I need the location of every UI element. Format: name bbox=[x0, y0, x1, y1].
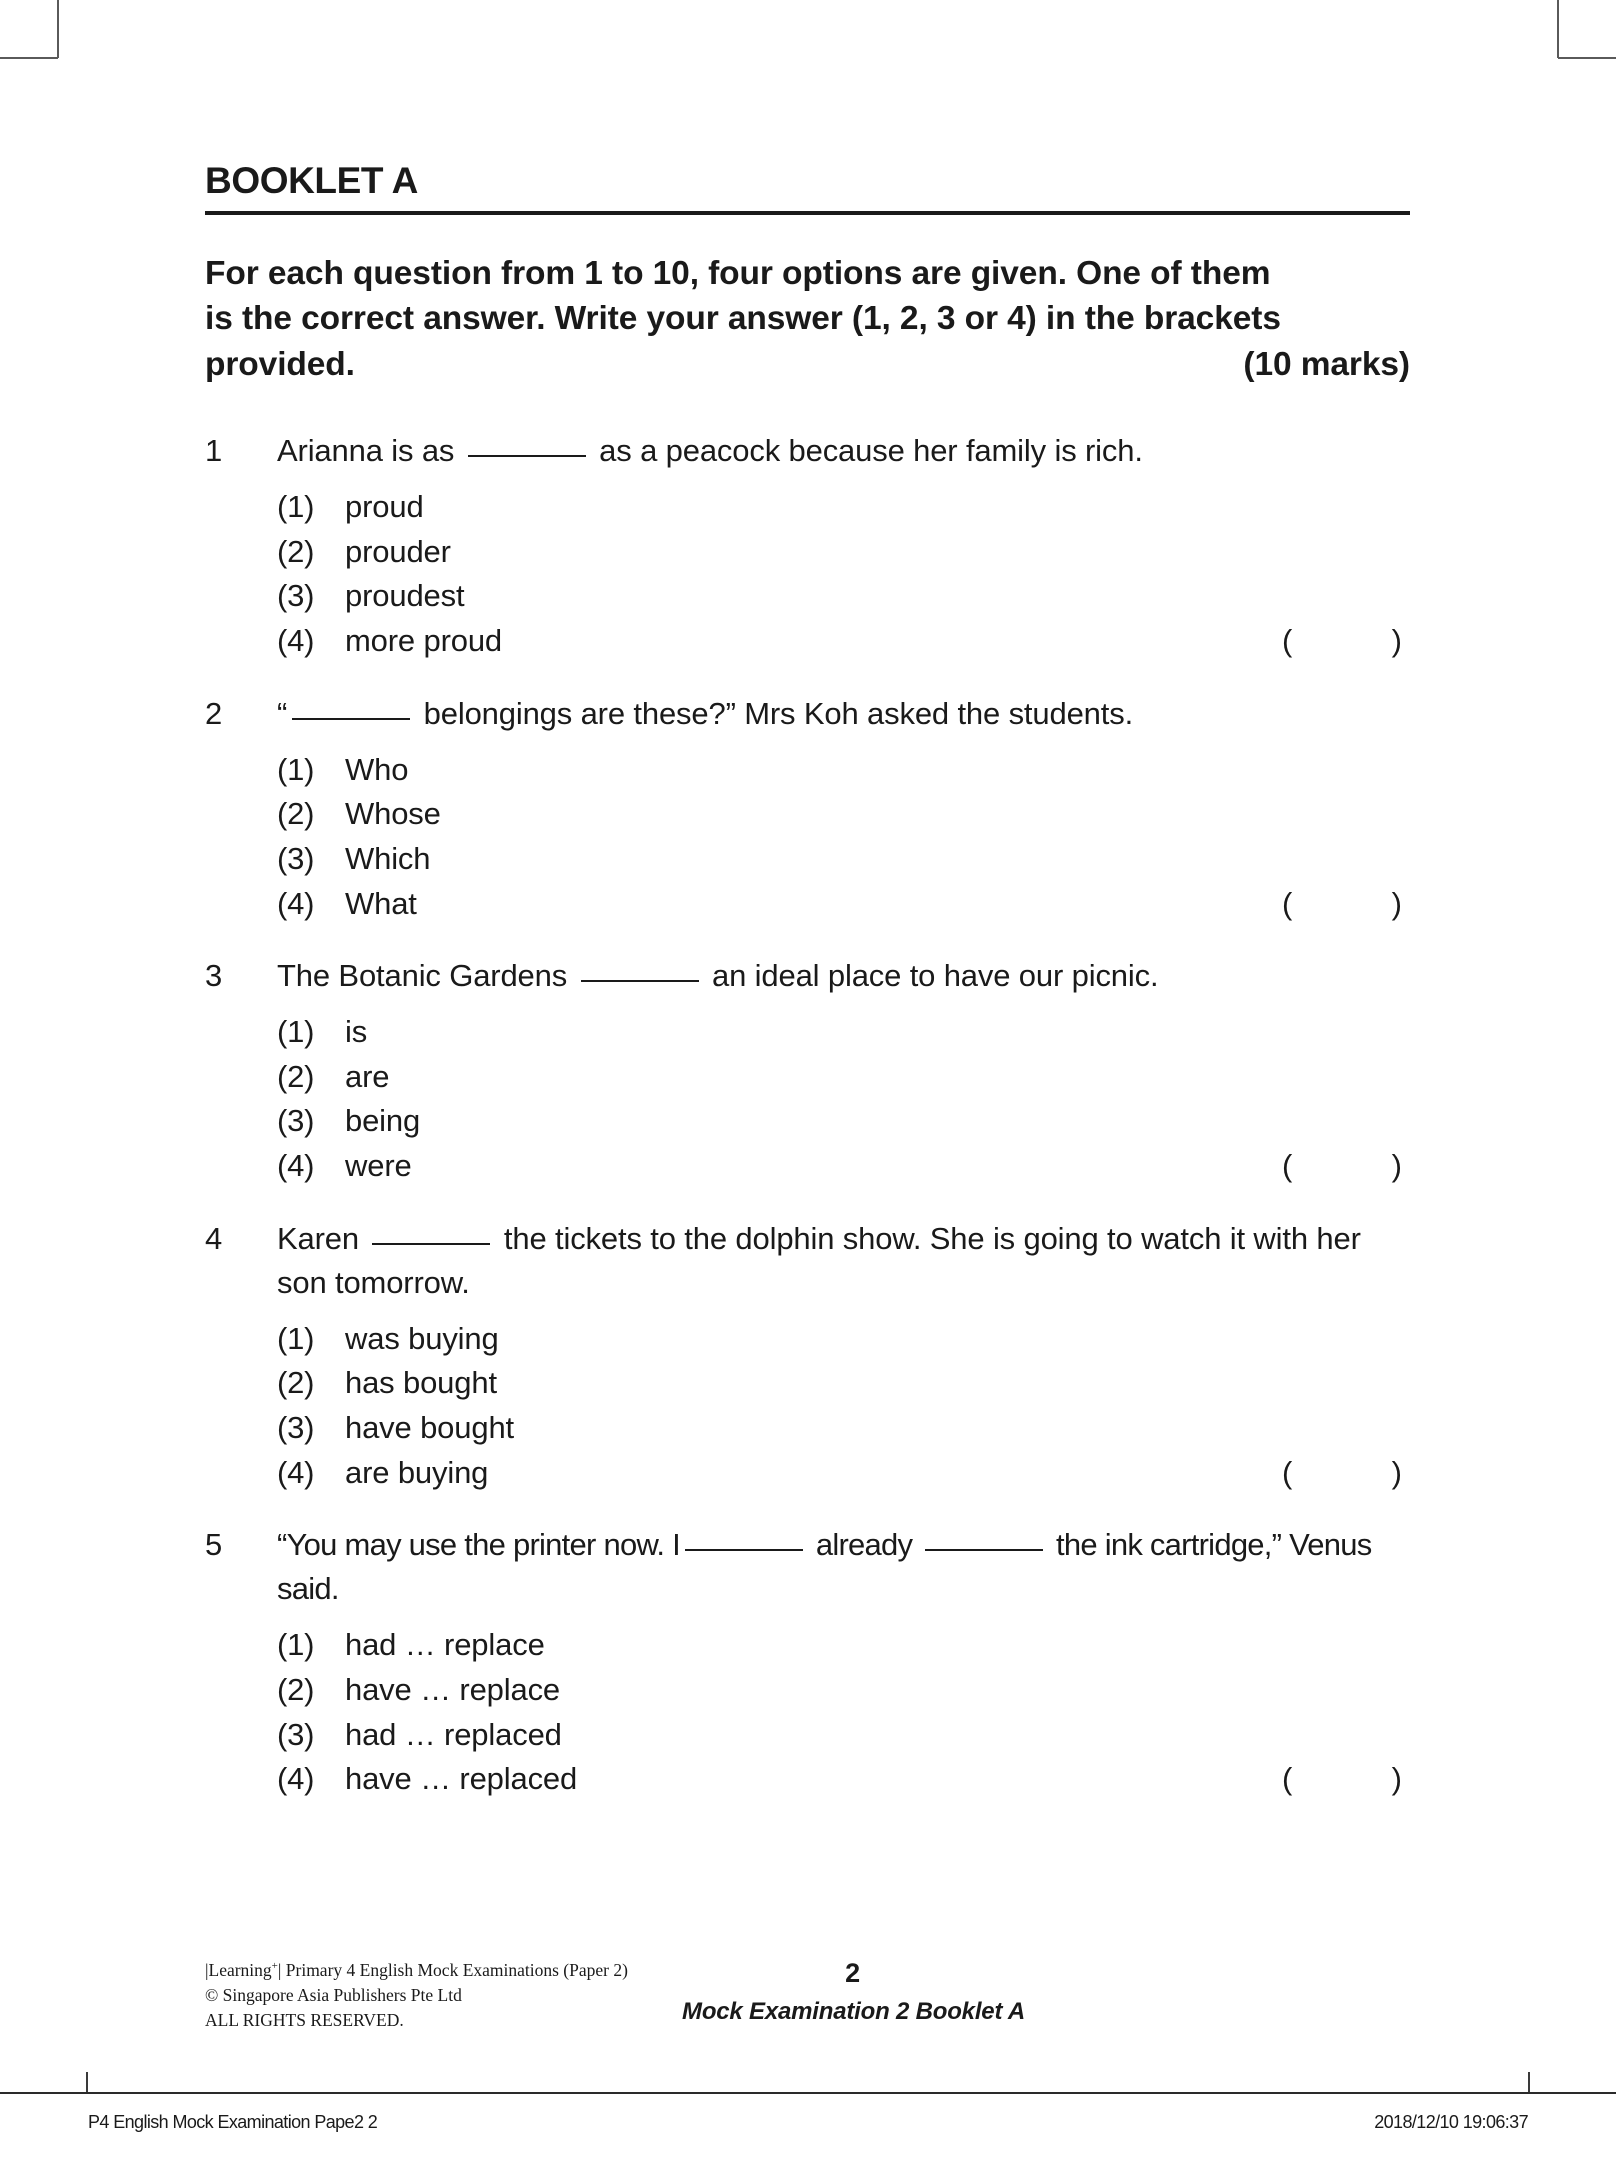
option-key: (2) bbox=[277, 533, 315, 569]
title-divider bbox=[205, 211, 1410, 215]
question-text bbox=[277, 1523, 1410, 1611]
page-number: 2 bbox=[845, 1958, 860, 1988]
question-text bbox=[277, 692, 1410, 736]
print-timestamp: 2018/12/10 19:06:37 bbox=[1374, 2112, 1528, 2132]
option-key: (3) bbox=[277, 578, 315, 614]
instructions-block bbox=[205, 251, 1410, 388]
option-key: (4) bbox=[277, 1761, 315, 1797]
option-row[interactable] bbox=[205, 792, 1410, 837]
bracket-close: ) bbox=[1391, 1148, 1402, 1184]
bracket-open: ( bbox=[1282, 623, 1293, 659]
question-stem bbox=[205, 429, 1410, 473]
option-label: prouder bbox=[345, 533, 451, 569]
option-label: have … replace bbox=[345, 1671, 561, 1707]
options-list bbox=[205, 1010, 1410, 1189]
instructions-line-1: For each question from 1 to 10, four options are given. One of them bbox=[205, 254, 1271, 292]
option-row[interactable] bbox=[205, 619, 1410, 664]
question-item bbox=[205, 429, 1410, 664]
option-label: proudest bbox=[345, 578, 465, 614]
option-key: (3) bbox=[277, 1716, 315, 1752]
option-label: proud bbox=[345, 489, 424, 525]
option-row[interactable] bbox=[205, 1010, 1410, 1055]
option-label: is bbox=[345, 1014, 368, 1050]
option-row[interactable] bbox=[205, 1361, 1410, 1406]
option-label: Who bbox=[345, 751, 409, 787]
question-number: 2 bbox=[205, 695, 223, 731]
option-key: (2) bbox=[277, 1671, 315, 1707]
option-label: was buying bbox=[345, 1320, 499, 1356]
bracket-close: ) bbox=[1391, 1454, 1402, 1490]
page-title: BOOKLET A bbox=[205, 160, 418, 201]
answer-blank[interactable] bbox=[581, 980, 699, 982]
option-row[interactable] bbox=[205, 882, 1410, 927]
option-key: (3) bbox=[277, 1103, 315, 1139]
question-text bbox=[277, 1217, 1410, 1305]
option-row[interactable] bbox=[205, 1099, 1410, 1144]
question-item bbox=[205, 692, 1410, 927]
question-text-part: The Botanic Gardens bbox=[277, 958, 576, 994]
option-row[interactable] bbox=[205, 1757, 1410, 1802]
question-text-part: belongings are these?” Mrs Koh asked the students. bbox=[415, 695, 1134, 731]
option-key: (1) bbox=[277, 1320, 315, 1356]
option-label: have bought bbox=[345, 1410, 515, 1446]
option-key: (2) bbox=[277, 1058, 315, 1094]
print-bar-tick-left bbox=[86, 2072, 88, 2092]
option-label: have … replaced bbox=[345, 1761, 578, 1797]
option-label: has bought bbox=[345, 1365, 497, 1401]
option-row[interactable] bbox=[205, 574, 1410, 619]
option-key: (1) bbox=[277, 751, 315, 787]
option-key: (1) bbox=[277, 489, 315, 525]
options-list bbox=[205, 748, 1410, 927]
option-row[interactable] bbox=[205, 1317, 1410, 1362]
option-key: (4) bbox=[277, 1454, 315, 1490]
question-number: 3 bbox=[205, 958, 223, 994]
option-row[interactable] bbox=[205, 1623, 1410, 1668]
answer-bracket[interactable] bbox=[1282, 619, 1410, 664]
answer-bracket[interactable] bbox=[1282, 882, 1410, 927]
answer-bracket[interactable] bbox=[1282, 1757, 1410, 1802]
page-content bbox=[205, 160, 1410, 1830]
question-text-part: already bbox=[807, 1527, 921, 1563]
option-label: are buying bbox=[345, 1454, 489, 1490]
answer-bracket[interactable] bbox=[1282, 1451, 1410, 1496]
question-text bbox=[277, 429, 1410, 473]
instructions-line-3-row bbox=[205, 342, 1410, 388]
question-item bbox=[205, 954, 1410, 1189]
questions-list bbox=[205, 429, 1410, 1802]
question-text-part: Karen bbox=[277, 1220, 368, 1256]
option-label: are bbox=[345, 1058, 390, 1094]
question-text bbox=[277, 954, 1410, 998]
option-label: Whose bbox=[345, 796, 441, 832]
bracket-close: ) bbox=[1391, 1761, 1402, 1797]
option-key: (4) bbox=[277, 885, 315, 921]
bracket-open: ( bbox=[1282, 1148, 1293, 1184]
question-item bbox=[205, 1523, 1410, 1802]
option-row[interactable] bbox=[205, 485, 1410, 530]
question-text-part: as a peacock because her family is rich. bbox=[590, 433, 1143, 469]
brand-superscript: + bbox=[271, 1960, 278, 1973]
option-label: more proud bbox=[345, 623, 503, 659]
answer-bracket[interactable] bbox=[1282, 1144, 1410, 1189]
option-row[interactable] bbox=[205, 1055, 1410, 1100]
option-key: (2) bbox=[277, 1365, 315, 1401]
question-text-part: Arianna is as bbox=[277, 433, 463, 469]
answer-blank[interactable] bbox=[468, 455, 586, 457]
option-label: had … replaced bbox=[345, 1716, 562, 1752]
question-stem bbox=[205, 1523, 1410, 1611]
page-footer bbox=[205, 1958, 1410, 2038]
bracket-close: ) bbox=[1391, 623, 1402, 659]
question-text-part: “ bbox=[277, 695, 288, 731]
question-text-part: “You may use the printer now. I bbox=[277, 1527, 680, 1563]
option-row[interactable] bbox=[205, 1451, 1410, 1496]
print-bar bbox=[0, 2092, 1616, 2133]
question-number: 1 bbox=[205, 433, 223, 469]
option-key: (2) bbox=[277, 796, 315, 832]
marks-label: (10 marks) bbox=[1243, 345, 1410, 383]
answer-blank[interactable] bbox=[925, 1549, 1043, 1551]
option-label: being bbox=[345, 1103, 421, 1139]
option-row[interactable] bbox=[205, 1668, 1410, 1713]
question-stem bbox=[205, 1217, 1410, 1305]
bracket-open: ( bbox=[1282, 885, 1293, 921]
bracket-open: ( bbox=[1282, 1761, 1293, 1797]
question-number: 5 bbox=[205, 1527, 223, 1563]
option-key: (3) bbox=[277, 1410, 315, 1446]
bracket-close: ) bbox=[1391, 885, 1402, 921]
copyright-line-3: ALL RIGHTS RESERVED. bbox=[205, 2009, 404, 2030]
option-key: (4) bbox=[277, 623, 315, 659]
question-stem bbox=[205, 954, 1410, 998]
bracket-open: ( bbox=[1282, 1454, 1293, 1490]
answer-blank[interactable] bbox=[372, 1243, 490, 1245]
option-row[interactable] bbox=[205, 1713, 1410, 1758]
question-text-part: the ink cartridge,” Venus said. bbox=[277, 1527, 1372, 1607]
option-label: were bbox=[345, 1148, 412, 1184]
answer-blank[interactable] bbox=[685, 1549, 803, 1551]
instructions-line-3: provided. bbox=[205, 345, 355, 383]
option-row[interactable] bbox=[205, 837, 1410, 882]
question-text-part: the tickets to the dolphin show. She is going to watch it with her son tomorrow. bbox=[277, 1220, 1361, 1300]
option-row[interactable] bbox=[205, 530, 1410, 575]
instructions-line-2: is the correct answer. Write your answer (1, 2, 3 or 4) in the brackets bbox=[205, 300, 1281, 338]
option-row[interactable] bbox=[205, 1406, 1410, 1451]
question-item bbox=[205, 1217, 1410, 1496]
option-row[interactable] bbox=[205, 1144, 1410, 1189]
running-footer: Mock Examination 2 Booklet A bbox=[682, 1998, 1025, 2025]
publication-title: | Primary 4 English Mock Examinations (Paper 2) bbox=[277, 1960, 628, 1980]
question-number: 4 bbox=[205, 1220, 223, 1256]
footer-grid bbox=[205, 1958, 1410, 2038]
option-label: Which bbox=[345, 840, 431, 876]
option-key: (3) bbox=[277, 840, 315, 876]
options-list bbox=[205, 1623, 1410, 1802]
print-bar-tick-right bbox=[1528, 2072, 1530, 2092]
options-list bbox=[205, 1317, 1410, 1496]
copyright-line-2: © Singapore Asia Publishers Pte Ltd bbox=[205, 1984, 462, 2005]
option-key: (1) bbox=[277, 1627, 315, 1663]
question-text-part: an ideal place to have our picnic. bbox=[703, 958, 1159, 994]
answer-blank[interactable] bbox=[292, 718, 410, 720]
print-document-name: P4 English Mock Examination Pape2 2 bbox=[88, 2112, 378, 2132]
option-key: (4) bbox=[277, 1148, 315, 1184]
option-row[interactable] bbox=[205, 748, 1410, 793]
publisher-brand: |Learning bbox=[205, 1960, 272, 1980]
option-key: (1) bbox=[277, 1014, 315, 1050]
print-bar-inner bbox=[88, 2112, 1528, 2133]
option-label: What bbox=[345, 885, 417, 921]
option-label: had … replace bbox=[345, 1627, 545, 1663]
options-list bbox=[205, 485, 1410, 664]
question-stem bbox=[205, 692, 1410, 736]
